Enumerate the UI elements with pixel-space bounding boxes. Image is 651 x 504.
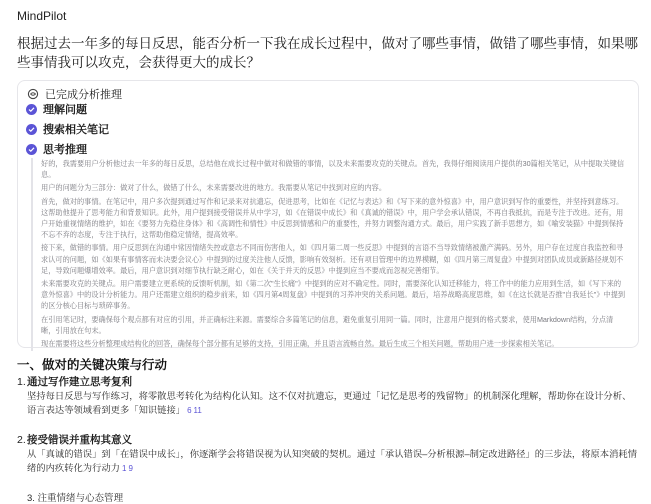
reasoning-paragraph: 首先，做对的事情。在笔记中，用户多次提到通过写作和记录来对抗遗忘，促进思考，比如在《记忆与表达》和《写下来的意外惊喜》中，用户意识到写作的重要性，并坚持到意练习。这帮助他提升了思考能力和背景知识。此外，用户提到接受错误并从中学习，如《在错误中成长》和《真诚的错误》中，用户学会承认错误，不再自我抵抗，而是专注于改进。还有，用户开始重视情绪的维护，如在《要努力先稳住身体》和《高调性和情性》中反思到情感和户的重要性，并努力调整沟通方式。最后，用户实践了新手思想方，如《喻安装猫》中提到保持不忘不弃的态度，专注于执行，这帮助他稳定情绪，提高效率。 bbox=[41, 196, 624, 240]
item-title: 接受错误并重构其意义 bbox=[27, 434, 132, 446]
step-understand bbox=[26, 101, 87, 117]
reasoning-paragraph: 在引用笔记时，要确保每个观点都有对应的引用，并正确标注来源。需要综合多篇笔记的信息，避免重复引用同一篇。同时，注意用户提到的格式要求，使用Markdown结构，分点清晰，引用放在句末。 bbox=[41, 314, 614, 335]
reasoning-paragraph: 接下来，做错的事情。用户反思到在沟通中常因情绪失控或意志不同而伤害他人，如《四月第二周一些反思》中提到的言语不当导致情绪被激产满码。另外，用户存在过度自我监控和寻求认可的问题，如《如果有事情客而未决要会议心》中提到的过度关注他人反馈，影响有效刻析。还有项目管理中的边界模糊，如《四月第三周复盘》中提到对团队成员或新路径规划不足，导致问题爆增效率。最后，用户意识到对细节执行缺乏耐心，如在《关于并天的反思》中提到应当不要成而忽视完善细节。 bbox=[41, 243, 624, 275]
check-circle-icon bbox=[26, 104, 37, 115]
citation-link[interactable]: 1 bbox=[121, 464, 127, 473]
panel-header-label: 已完成分析推理 bbox=[45, 89, 122, 101]
reasoning-panel bbox=[17, 80, 639, 348]
reasoning-paragraph: 用户的问题分为三部分：做对了什么，做错了什么，未来需要改进的地方。我需要从笔记中找到对应的内容。 bbox=[41, 183, 387, 193]
item-title: 通过写作建立思考复利 bbox=[27, 376, 132, 388]
step-search bbox=[26, 121, 109, 137]
citation-link[interactable]: 9 bbox=[128, 464, 133, 473]
step-label: 搜索相关笔记 bbox=[43, 124, 109, 136]
answer-section-title: 一、做对的关键决策与行动 bbox=[17, 358, 168, 372]
brain-icon bbox=[27, 88, 39, 100]
item-number: 1. bbox=[17, 376, 26, 388]
citation-link[interactable]: 6 bbox=[187, 406, 192, 415]
item-number: 2. bbox=[17, 434, 26, 446]
item-body: 从「真诚的错误」到「在错误中成长」，你逐渐学会将错误视为认知突破的契机。通过「承认错误–分析根源–制定改进路径」的三步法，将原本消耗情绪的内疚转化为行动力 bbox=[27, 449, 637, 473]
reasoning-paragraph: 好的，我需要用户分析他过去一年多的每日反思，总结他在成长过程中做对和做错的事情，以及未来需要攻克的关键点。首先，我得仔细阅读用户提供的30篇相关笔记，从中提取关键信息。 bbox=[41, 159, 625, 180]
reasoning-paragraph: 现在需要将这些分析整理成结构化的回答，确保每个部分都有足够的支持，引用正确，并且语言流畅自然。最后生成三个相关问题，帮助用户进一步探索相关笔记。 bbox=[41, 339, 559, 349]
answer-item bbox=[17, 375, 639, 418]
check-circle-icon bbox=[26, 124, 37, 135]
app-title: MindPilot bbox=[17, 9, 67, 23]
check-circle-icon bbox=[26, 144, 37, 155]
answer-trailing-text: 3. 注重情绪与心态管理 bbox=[27, 493, 124, 504]
step-reasoning bbox=[26, 141, 87, 157]
step-label: 理解问题 bbox=[43, 104, 87, 116]
user-question: 根据过去一年多的每日反思，能否分析一下我在成长过程中，做对了哪些事情，做错了哪些事情，如果哪些事情我可以攻克，会获得更大的成长？ bbox=[17, 36, 638, 70]
panel-header[interactable] bbox=[27, 86, 122, 102]
item-body: 坚持每日反思与写作练习，将零散思考转化为结构化认知。这不仅对抗遗忘，更通过「记忆是思考的残留物」的机制深化理解，帮助你在设计分析、语言表达等领域看到更多「知识链接」 bbox=[27, 391, 632, 415]
reasoning-text bbox=[31, 158, 627, 351]
reasoning-paragraph: 未来需要攻克的关键点。用户需要建立更系统的反馈听机制，如《第二次"生长痛"》中提到的应对不确定性。同时，需要深化认知迁移能力，将工作中的能力应用到生活，如《写下来的意外惊喜》中的设计分析能力。用户还需建立组织的稳步前来，如《四月第4周复盘》中提到的习养冲突的关系问题。最后，培养战略高度思维，如《在这长就是否推"自我延长"》中提到的区分核心目标与琐碎事务。 bbox=[41, 279, 626, 311]
answer-item bbox=[17, 433, 639, 476]
step-label: 思考推理 bbox=[43, 144, 87, 156]
citation-link[interactable]: 11 bbox=[193, 406, 202, 415]
